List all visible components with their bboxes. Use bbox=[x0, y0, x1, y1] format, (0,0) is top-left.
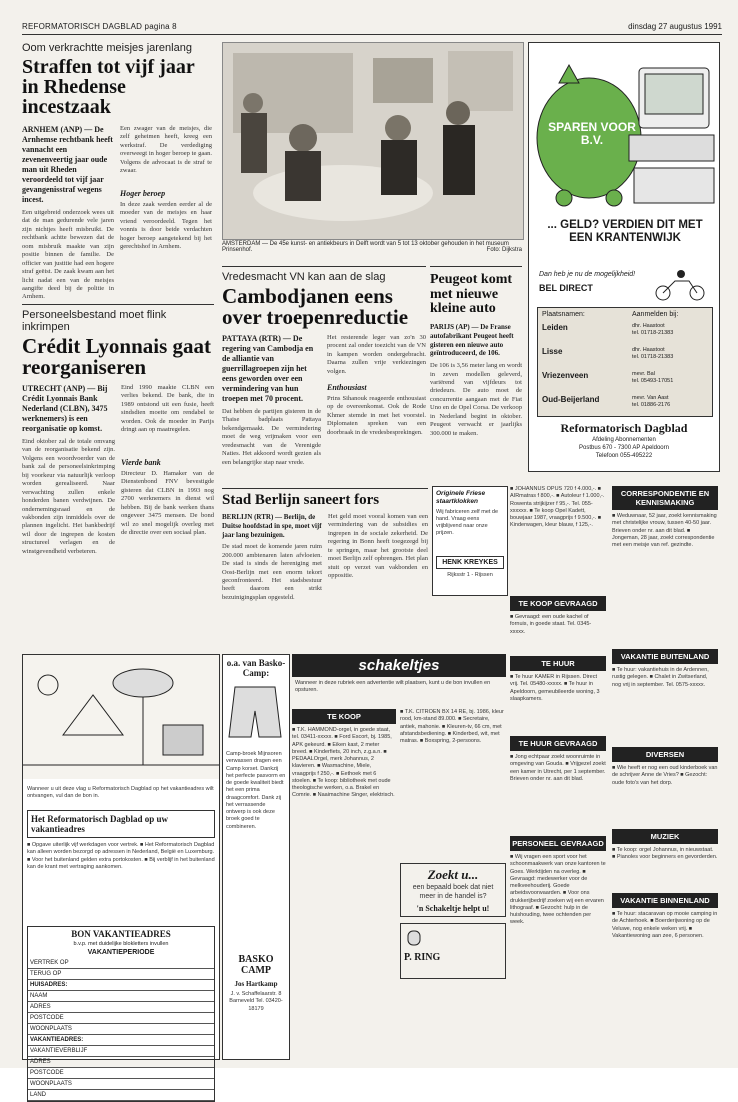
ad-title: o.a. van Basko-Camp: bbox=[226, 658, 286, 678]
place-name: Leiden bbox=[542, 323, 568, 332]
article-body-col3: Directeur D. Hamaker van de Dienstenbond FNV bevestigde gisteren dat CLBN in 1993 nog 2700 werknemers in dienst wil hebben. Bij de bank werken thans ongeveer 3475 mensen. De bond wil zo snel mogelijk overleg met de directie over een sociaal plan. bbox=[121, 470, 214, 537]
article-body: Een uitgebreid onderzoek wees uit dat de man gedurende vele jaren zijn nichtjes heeft misbruikt. De rechtbank achtte bewezen dat de oom misbruik maakte van zijn positie binnen de familie. De officier van justitie had een hogere straf geëist. De zaak kwam aan het licht nadat een van de meisjes aangifte deed bij de politie in Arnhem. bbox=[22, 209, 114, 301]
holiday-conditions: ■ Opgave uiterlijk vijf werkdagen voor vertrek. ■ Het Reformatorisch Dagblad kan alleen worden bezorgd op adressen in Nederland, België en Luxemburg. ■ Voor het buitenland gelden extra portokosten. ■ Bij verblijf in het buitenland kan de krant met vertraging aankomen. bbox=[27, 842, 215, 870]
ad-dept: Afdeling Abonnementen bbox=[592, 437, 656, 443]
ad-klokken bbox=[432, 486, 508, 596]
article-body: De stad moet de komende jaren ruim 200.000 ambtenaren laten afvloeien. De stad is sinds de hereniging met Oost-Berlijn met een enorm tekort geconfronteerd. Het stadsbestuur heeft daarom een strikt bezuinigingsplan opgesteld. bbox=[222, 543, 322, 601]
form-field-label: VAKANTIEADRES: bbox=[28, 1035, 214, 1046]
place-contact: mevr. Van Aast bbox=[632, 395, 669, 401]
caption-text: AMSTERDAM — De 45e kunst- en antiekbeurs in Delft wordt van 5 tot 13 oktober gehouden in het museum Prinsenhof. bbox=[222, 241, 509, 253]
grave-icon bbox=[404, 927, 424, 947]
signup-header: Aanmelden bij: bbox=[632, 311, 679, 318]
holiday-intro: Wanneer u uit deze vlag u Reformatorisch Dagblad op het vakantieadres wilt ontvangen, vul dan de bon in. bbox=[27, 786, 214, 800]
ad-name: HENK KREYKES bbox=[436, 556, 504, 569]
place-phone: tel. 05493-17051 bbox=[632, 377, 674, 384]
article-kicker: Oom verkrachtte meisjes jarenlang bbox=[22, 42, 192, 54]
holiday-drawing bbox=[23, 655, 219, 779]
category-header: TE KOOP GEVRAAGD bbox=[510, 596, 606, 611]
masthead bbox=[22, 22, 722, 35]
photo-image bbox=[223, 43, 523, 239]
ad-listing: ■ Weduwnaar, 52 jaar, zoekt kennismaking met christelijke vrouw, tussen 40-50 jaar. Brieven onder nr. aan dit blad. ■ Jongeman, 28 jaar, zoekt correspondentie met een meisje van ref. gezindte. bbox=[612, 513, 717, 548]
article-cambodja bbox=[222, 266, 426, 483]
place-name: Vriezenveen bbox=[542, 371, 589, 380]
article-body-col3: In deze zaak werden eerder al de moeder van de meisjes en haar vriend veroordeeld. Tegen het vonnis is door beide verdachten hoger beroep aangetekend bij het gerechtshof in Arnhem. bbox=[120, 201, 212, 251]
ad-address: Rijksstr 1 - Rijssen bbox=[447, 571, 493, 578]
place-contact: dhr. Haastoot bbox=[632, 347, 665, 353]
ad-store: Jos Hartkamp bbox=[234, 980, 278, 988]
ad-question: ... GELD? VERDIEN DIT MET EEN KRANTENWIJK bbox=[547, 219, 703, 245]
voucher-fields bbox=[28, 958, 214, 1101]
ad-phone: Telefoon 055-495222 bbox=[595, 452, 653, 459]
voucher-title: BON VAKANTIEADRES bbox=[71, 929, 171, 939]
ad-listing: ■ T.K. HAMMOND-orgel, in goede staat, tel. 03411-xxxxx. ■ Ford Escort, bj. 1985, APK gekeurd. ■ Eiken kast, 2 meter breed. ■ Kinderfiets, 20 inch, z.g.a.n. ■ PEDAALOrgel, merk Johannus, 2 klavieren. ■ Wasmachine, Miele, vraagprijs f 250,-. ■ Eethoek met 6 stoelen. ■ Te koop: bibliotheek met oude theologische werken, o.a. Brakel en Comrie. ■ Naaimachine Singer, elektrisch. bbox=[292, 727, 395, 799]
ad-vakantieadres bbox=[22, 654, 220, 1098]
voucher-period: VAKANTIEPERIODE bbox=[87, 949, 155, 956]
photo-credit: Foto: Dijkstra bbox=[486, 247, 522, 253]
category-header: TE KOOP bbox=[292, 709, 396, 724]
voucher-form bbox=[27, 926, 215, 1102]
article-headline: Stad Berlijn saneert fors bbox=[222, 492, 380, 508]
article-subhead: Hoger beroep bbox=[120, 189, 166, 198]
place-name: Oud-Beijerland bbox=[542, 395, 600, 404]
category-header: VAKANTIE BINNENLAND bbox=[612, 893, 718, 908]
article-kicker: Personeelsbestand moet flink inkrimpen bbox=[22, 309, 167, 333]
form-field-label[interactable]: LAND bbox=[28, 1090, 214, 1101]
ad-cta: BEL DIRECT bbox=[539, 283, 593, 293]
article-berlijn bbox=[222, 488, 428, 649]
place-contact: mevr. Bal bbox=[632, 371, 655, 377]
ad-listing: ■ Wij vragen een sport voor het schoonmaakwerk van onze kantoren te Goes. Werktijden na overleg. ■ Gevraagd: medewerker voor de melkveehouderij. Goede arbeidsvoorwaarden. ■ Voor ons drukkerijbedrijf zoeken wij een ervaren lithograaf. ■ Gezocht: hulp in de huishouding, twee ochtenden per week. bbox=[510, 854, 606, 926]
photo-caption bbox=[222, 241, 522, 257]
zoekt-cta: 'n Schakeltje helpt u! bbox=[416, 904, 490, 914]
form-field-label[interactable]: TERUG OP bbox=[28, 969, 214, 980]
article-lead: BERLIJN (RTR) — Berlijn, de Duitse hoofdstad in spe, moet vijf jaar lang bezuinigen. bbox=[222, 513, 322, 539]
article-lead: UTRECHT (ANP) — Bij Crédit Lyonnais Bank Nederland (CLBN), 3475 werknemers) is een reorganisatie op komst. bbox=[22, 384, 108, 433]
section-title: schakeltjes bbox=[292, 654, 506, 677]
place-phone: tel. 01718-21383 bbox=[632, 329, 674, 336]
ad-listing: ■ Te huur: stacaravan op mooie camping in de Achterhoek. ■ Boerderijwoning op de Veluwe, nog enkele weken vrij. ■ Vakantiewoning aan zee, 6 personen. bbox=[612, 911, 718, 939]
article-headline: Peugeot komt met nieuwe kleine auto bbox=[430, 272, 513, 317]
pring-name: P. RING bbox=[404, 952, 441, 964]
zoekt-title: Zoekt u... bbox=[427, 867, 479, 882]
form-field-label[interactable]: ADRES bbox=[28, 1002, 214, 1013]
places-table bbox=[537, 307, 713, 417]
form-field-label[interactable]: VAKANTIEVERBLIJF bbox=[28, 1046, 214, 1057]
form-field-label[interactable]: POSTCODE bbox=[28, 1068, 214, 1079]
article-headline: Straffen tot vijf jaar in Rhedense incestzaak bbox=[22, 56, 195, 118]
form-field-label[interactable]: ADRES bbox=[28, 1057, 214, 1068]
ad-address-block bbox=[539, 437, 709, 460]
article-body: De 106 is 3,56 meter lang en wordt in zeven modellen geleverd, variërend van vijfdeurs tot driedeurs. De auto moet de concurrentie aangaan met de Fiat Uno en de Opel Corsa. De verkoop in Nederland begint in oktober. Peugeot verwacht er jaarlijks 300.000 te maken. bbox=[430, 362, 522, 437]
ad-text: Camp-broek Mijnsoren verwassen dragen een Camp korset. Dankzij het perfecte pasvorm en de goede kwaliteit biedt het een prima draagcomfort. Dank zij het verrassende ontwerp is ook deze broek goed te combineren. bbox=[226, 751, 286, 830]
form-field-label[interactable]: POSTCODE bbox=[28, 1013, 214, 1024]
article-kicker: Vredesmacht VN kan aan de slag bbox=[222, 271, 386, 283]
ad-title: SPAREN VOOR B.V. bbox=[548, 120, 636, 147]
ad-listing: ■ Te huur KAMER in Rijssen. Direct vrij. Tel. 05480-xxxxx. ■ Te huur in Apeldoorn, gemeubileerde woning, 3 slaapkamers. bbox=[510, 674, 600, 702]
ad-text: Wij fabriceren zelf met de hand. Vraag eens vrijblijvend naar onze prijzen. bbox=[436, 508, 499, 537]
article-body-col2: Het resterende leger van zo'n 30 procent zal onder toezicht van de VN in kampen worden ondergebracht. Daarna zullen vrije verkiezingen volgen. bbox=[327, 334, 426, 375]
pring-ad bbox=[400, 923, 506, 979]
ad-slogan: Dan heb je nu de mogelijkheid! bbox=[539, 271, 636, 278]
place-name: Lisse bbox=[542, 347, 563, 356]
article-subhead: Enthousiast bbox=[327, 383, 367, 392]
article-body: Dat hebben de partijen gisteren in de Thaise badplaats Pattaya bekendgemaakt. De vermindering moet de weg vrijmaken voor een vredesmacht van de Verenigde Naties. Het akkoord wordt gezien als een belangrijke stap naar vrede. bbox=[222, 408, 321, 466]
form-field-label[interactable]: NAAM bbox=[28, 991, 214, 1002]
form-field-label[interactable]: WOONPLAATS bbox=[28, 1024, 214, 1035]
ad-listing: ■ Jong echtpaar zoekt woonruimte in omgeving van Gouda. ■ Vrijgezel zoekt een kamer in Utrecht, per 1 september. Brieven onder nr. aan dit blad. bbox=[510, 754, 606, 782]
form-field-label[interactable]: WOONPLAATS bbox=[28, 1079, 214, 1090]
place-phone: tel. 01718-21383 bbox=[632, 353, 674, 360]
classifieds-col2 bbox=[612, 486, 718, 1046]
basko-logo: BASKO CAMP bbox=[238, 954, 274, 976]
article-subhead: Vierde bank bbox=[121, 458, 161, 467]
section-intro: Wanneer in deze rubriek een advertentie wilt plaatsen, kunt u de bon invullen en opsturen. bbox=[295, 680, 491, 694]
article-body-col2: Eind 1990 maakte CLBN een verlies bekend. De bank, die in 1989 ontstond uit een fusie, heeft sindsdien moeite om rendabel te worden. Ook de moeder in Parijs dringt aan op maatregelen. bbox=[121, 384, 214, 434]
form-field-label: HUISADRES: bbox=[28, 980, 214, 991]
ad-listing: ■ Gevraagd: een oude kachel of fornuis, in goede staat. Tel. 0345-xxxxx. bbox=[510, 614, 592, 635]
ad-address: J. v. Schaffelaarstr. 8 Barneveld Tel. 03420-18179 bbox=[229, 991, 283, 1012]
article-body-col3: Prins Sihanouk reageerde enthousiast op de overeenkomst. Ook de Rode Khmer stemde in met het voorstel. Diplomaten spreken van een doorbraak in de vredesbesprekingen. bbox=[327, 395, 426, 436]
category-header: DIVERSEN bbox=[612, 747, 718, 762]
voucher-sub: b.v.p. met duidelijke blokletters invullen bbox=[73, 941, 169, 947]
ad-title: Originele Friese staartklokken bbox=[436, 490, 486, 505]
photo-antiekbeurs bbox=[222, 42, 524, 240]
schakeltjes-section bbox=[292, 654, 506, 1058]
paper-name: REFORMATORISCH DAGBLAD pagina 8 bbox=[22, 22, 177, 31]
article-lead: ARNHEM (ANP) — De Arnhemse rechtbank heeft vannacht een zevenenveertig jaar oude man uit Rheden veroordeeld tot vijf jaar gevangenisstraf wegens incest. bbox=[22, 125, 113, 204]
ad-paper-name: Reformatorisch Dagblad bbox=[560, 421, 688, 435]
classifieds-col1 bbox=[510, 486, 606, 1046]
ad-basko-camp bbox=[222, 654, 290, 1060]
zoekt-ad bbox=[400, 863, 506, 917]
zoekt-body: een bepaald boek dat niet meer in de handel is? bbox=[412, 884, 494, 901]
place-contact: dhr. Haastoot bbox=[632, 323, 665, 329]
bicycle-icon bbox=[651, 269, 711, 301]
category-header: VAKANTIE BUITENLAND bbox=[612, 649, 718, 664]
article-peugeot bbox=[430, 266, 522, 481]
holiday-title: Het Reformatorisch Dagblad op uw vakantieadres bbox=[27, 810, 215, 838]
ad-listing: ■ Wie heeft er nog een oud kinderboek van de schrijver Anne de Vries? ■ Gezocht: oude foto's van het dorp. bbox=[612, 765, 718, 786]
article-incest bbox=[22, 42, 212, 301]
places-header: Plaatsnamen: bbox=[542, 311, 585, 318]
category-header: TE HUUR GEVRAAGD bbox=[510, 736, 606, 751]
article-lead: PATTAYA (RTR) — De regering van Cambodja en de alliantie van guerrillagroepen zijn het eens geworden over een vermindering van hun troepen met 70 procent. bbox=[222, 334, 314, 403]
ad-listing: ■ JOHANNUS OPUS 720 f 4.000,-. ■ AIRmatras f 800,-. ■ Autoleur f 1.000,-. Rowenta strijkijzer f 95,-. Tel. 055-xxxxxx. ■ Te koop Opel Kadett, bouwjaar 1987, vraagprijs f 9.500,-. ■ Kinderwagen, kleur blauw, f 125,-. bbox=[510, 486, 605, 529]
category-header: MUZIEK bbox=[612, 829, 718, 844]
article-credit-lyonnais bbox=[22, 304, 214, 649]
article-body-col2: Het geld moet vooral komen van een vermindering van de subsidies en ingrepen in de sociale zekerheid. De regering in Bonn heeft toegezegd bij te springen, maar het grootste deel moet Berlijn zelf opbrengen. Het plan stuit op verzet van vakbonden en oppositie. bbox=[328, 513, 428, 580]
form-field-label[interactable]: VERTREK OP bbox=[28, 958, 214, 969]
shorts-icon bbox=[223, 681, 287, 743]
ad-listing: ■ Te huur: vakantiehuis in de Ardennen, rustig gelegen. ■ Chalet in Zwitserland, nog vrij in september. Tel. 0575-xxxxx. bbox=[612, 667, 709, 688]
issue-date: dinsdag 27 augustus 1991 bbox=[628, 22, 722, 31]
place-phone: tel. 01886-2176 bbox=[632, 401, 671, 408]
category-header: CORRESPONDENTIE EN KENNISMAKING bbox=[612, 486, 718, 510]
ad-listing: ■ Te koop: orgel Johannus, in nieuwstaat. ■ Pianoles voor beginners en gevorderden. bbox=[612, 847, 718, 861]
article-body-col2: Een zwager van de meisjes, die zelf geheimen heeft, kreeg een werkstraf. De verdediging overweegt in hoger beroep te gaan. Volgens de advocaat is de straf te zwaar. bbox=[120, 125, 212, 175]
ad-address: Postbus 670 - 7300 AP Apeldoorn bbox=[579, 444, 669, 451]
article-body: Eind oktober zal de totale omvang van de reorganisatie bekend zijn. Volgens een woordvoerder van de bank zal de personeelsinkrimping bij voorkeur via natuurlijk verloop worden gerealiseerd. Naar verwachting zullen enkele honderden banen verdwijnen. De ondernemingsraad en de vakbonden zijn inmiddels over de plannen ingelicht. Het bankbedrijf wil door de ingrepen de kosten structureel verlagen en de winstgevendheid verbeteren. bbox=[22, 438, 115, 555]
category-header: TE HUUR bbox=[510, 656, 606, 671]
article-headline: Cambodjanen eens over troepenreductie bbox=[222, 284, 409, 329]
article-headline: Crédit Lyonnais gaat reorganiseren bbox=[22, 334, 212, 379]
ad-listing: ■ T.K. CITROEN BX 14 RE, bj. 1986, kleur rood, km-stand 89.000. ■ Secretaire, antiek, mahonie. ■ Kleuren-tv, 66 cm, met afstandsbediening. ■ Kinderbed, wit, met matras. ■ Boxspring, 2-persoons. bbox=[400, 709, 504, 744]
ad-krantenwijk bbox=[528, 42, 720, 472]
category-header: PERSONEEL GEVRAAGD bbox=[510, 836, 606, 851]
article-lead: PARIJS (AP) — De Franse autofabrikant Peugeot heeft gisteren een nieuwe auto geïntroduceerd, de 106. bbox=[430, 323, 514, 358]
